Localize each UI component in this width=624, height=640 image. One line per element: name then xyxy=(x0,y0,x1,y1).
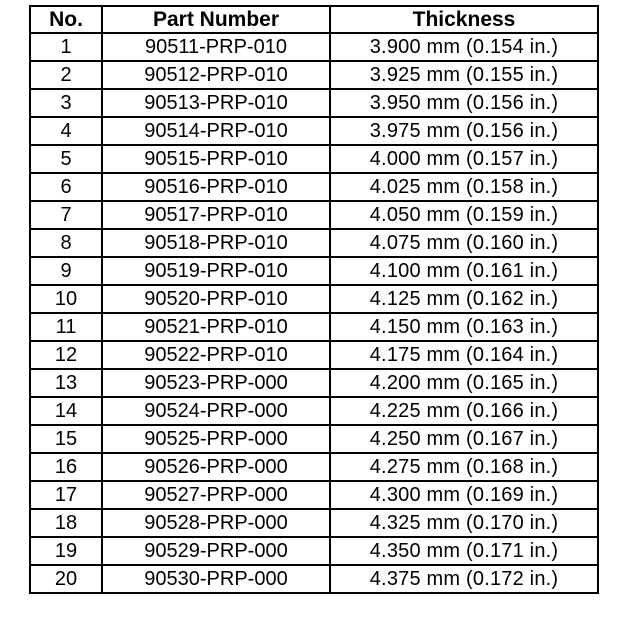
table-row xyxy=(30,229,598,257)
cell-part-number: 90530-PRP-000 xyxy=(102,565,330,593)
table-row xyxy=(30,509,598,537)
cell-part-number: 90515-PRP-010 xyxy=(102,145,330,173)
cell-thickness: 3.925 mm (0.155 in.) xyxy=(330,61,598,89)
cell-part-number: 90529-PRP-000 xyxy=(102,537,330,565)
cell-part-number: 90522-PRP-010 xyxy=(102,341,330,369)
cell-no: 20 xyxy=(30,565,102,593)
table-row xyxy=(30,89,598,117)
cell-part-number: 90511-PRP-010 xyxy=(102,33,330,61)
cell-no: 18 xyxy=(30,509,102,537)
table-row xyxy=(30,285,598,313)
cell-no: 8 xyxy=(30,229,102,257)
table-row xyxy=(30,201,598,229)
cell-no: 1 xyxy=(30,33,102,61)
cell-thickness: 4.225 mm (0.166 in.) xyxy=(330,397,598,425)
cell-part-number: 90517-PRP-010 xyxy=(102,201,330,229)
cell-part-number: 90527-PRP-000 xyxy=(102,481,330,509)
table-row xyxy=(30,61,598,89)
cell-no: 4 xyxy=(30,117,102,145)
cell-thickness: 4.275 mm (0.168 in.) xyxy=(330,453,598,481)
cell-thickness: 3.900 mm (0.154 in.) xyxy=(330,33,598,61)
table-row xyxy=(30,369,598,397)
cell-no: 6 xyxy=(30,173,102,201)
header-part-number: Part Number xyxy=(102,6,330,33)
cell-thickness: 4.250 mm (0.167 in.) xyxy=(330,425,598,453)
cell-part-number: 90524-PRP-000 xyxy=(102,397,330,425)
cell-no: 5 xyxy=(30,145,102,173)
cell-thickness: 3.950 mm (0.156 in.) xyxy=(330,89,598,117)
table-header xyxy=(30,6,598,33)
cell-no: 10 xyxy=(30,285,102,313)
table-row xyxy=(30,565,598,593)
cell-no: 11 xyxy=(30,313,102,341)
cell-no: 7 xyxy=(30,201,102,229)
cell-no: 3 xyxy=(30,89,102,117)
table-row xyxy=(30,33,598,61)
cell-thickness: 4.100 mm (0.161 in.) xyxy=(330,257,598,285)
parts-table-container xyxy=(29,5,599,594)
cell-thickness: 4.325 mm (0.170 in.) xyxy=(330,509,598,537)
table-row xyxy=(30,145,598,173)
cell-part-number: 90521-PRP-010 xyxy=(102,313,330,341)
cell-thickness: 4.075 mm (0.160 in.) xyxy=(330,229,598,257)
header-thickness: Thickness xyxy=(330,6,598,33)
cell-no: 14 xyxy=(30,397,102,425)
cell-thickness: 3.975 mm (0.156 in.) xyxy=(330,117,598,145)
table-row xyxy=(30,341,598,369)
cell-thickness: 4.000 mm (0.157 in.) xyxy=(330,145,598,173)
cell-part-number: 90528-PRP-000 xyxy=(102,509,330,537)
table-row xyxy=(30,117,598,145)
cell-part-number: 90526-PRP-000 xyxy=(102,453,330,481)
cell-thickness: 4.300 mm (0.169 in.) xyxy=(330,481,598,509)
cell-no: 12 xyxy=(30,341,102,369)
header-row xyxy=(30,6,598,33)
table-row xyxy=(30,257,598,285)
table-row xyxy=(30,481,598,509)
cell-part-number: 90518-PRP-010 xyxy=(102,229,330,257)
cell-part-number: 90513-PRP-010 xyxy=(102,89,330,117)
cell-part-number: 90520-PRP-010 xyxy=(102,285,330,313)
cell-thickness: 4.375 mm (0.172 in.) xyxy=(330,565,598,593)
cell-part-number: 90512-PRP-010 xyxy=(102,61,330,89)
cell-no: 13 xyxy=(30,369,102,397)
cell-thickness: 4.050 mm (0.159 in.) xyxy=(330,201,598,229)
cell-thickness: 4.125 mm (0.162 in.) xyxy=(330,285,598,313)
cell-part-number: 90514-PRP-010 xyxy=(102,117,330,145)
cell-no: 19 xyxy=(30,537,102,565)
cell-part-number: 90525-PRP-000 xyxy=(102,425,330,453)
table-body xyxy=(30,33,598,593)
table-row xyxy=(30,173,598,201)
cell-no: 9 xyxy=(30,257,102,285)
header-no: No. xyxy=(30,6,102,33)
cell-no: 15 xyxy=(30,425,102,453)
cell-thickness: 4.025 mm (0.158 in.) xyxy=(330,173,598,201)
table-row xyxy=(30,537,598,565)
cell-thickness: 4.200 mm (0.165 in.) xyxy=(330,369,598,397)
parts-table xyxy=(29,5,599,594)
cell-part-number: 90519-PRP-010 xyxy=(102,257,330,285)
table-row xyxy=(30,425,598,453)
table-row xyxy=(30,397,598,425)
cell-no: 2 xyxy=(30,61,102,89)
cell-thickness: 4.175 mm (0.164 in.) xyxy=(330,341,598,369)
cell-part-number: 90516-PRP-010 xyxy=(102,173,330,201)
table-row xyxy=(30,313,598,341)
cell-part-number: 90523-PRP-000 xyxy=(102,369,330,397)
table-row xyxy=(30,453,598,481)
cell-no: 16 xyxy=(30,453,102,481)
cell-no: 17 xyxy=(30,481,102,509)
cell-thickness: 4.350 mm (0.171 in.) xyxy=(330,537,598,565)
cell-thickness: 4.150 mm (0.163 in.) xyxy=(330,313,598,341)
